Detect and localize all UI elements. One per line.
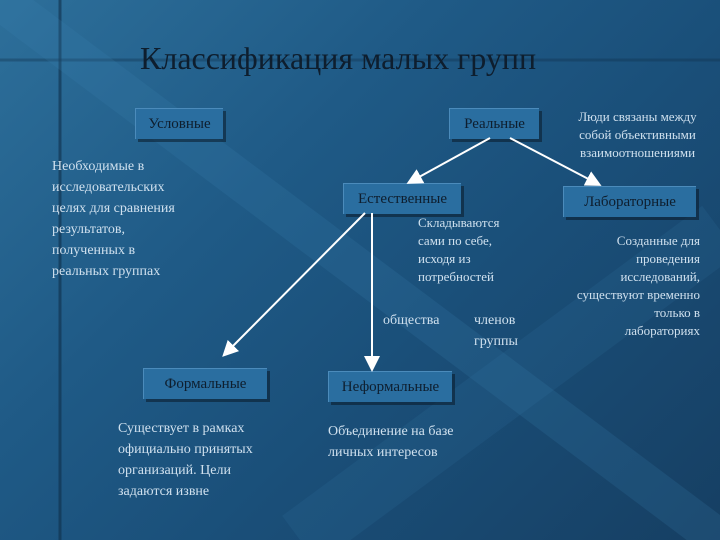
node-laboratornye: Лабораторные: [563, 186, 696, 217]
note-uslovnye: Необходимые в исследовательских целях для сравнения результатов, полученных в реальных группах: [52, 159, 175, 279]
note-formalnye: Существует в рамках официально принятых организаций. Цели задаются извне: [118, 421, 253, 499]
node-formalnye: Формальные: [143, 368, 267, 399]
note-neformalnye: Объединение на базе личных интересов: [328, 424, 454, 460]
node-uslovnye: Условные: [135, 108, 223, 139]
page-title: Классификация малых групп: [140, 40, 537, 76]
note-realnye: Люди связаны между собой объективными взаимоотношениями: [578, 109, 697, 160]
arrow-estestvennye-formalnye: [225, 213, 365, 354]
note-laboratornye: Созданные для проведения исследований, существуют временно только в лабораториях: [576, 233, 700, 338]
arrow-realnye-estestvennye: [410, 138, 490, 182]
node-realnye: Реальные: [449, 108, 539, 139]
note-chlenov-gruppy: членов группы: [474, 313, 518, 349]
note-estestvennye: Складываются сами по себе, исходя из потребностей: [418, 215, 500, 284]
node-neformalnye: Неформальные: [328, 371, 452, 402]
note-obshchestva: общества: [383, 313, 440, 328]
node-estestvennye: Естественные: [343, 183, 461, 214]
